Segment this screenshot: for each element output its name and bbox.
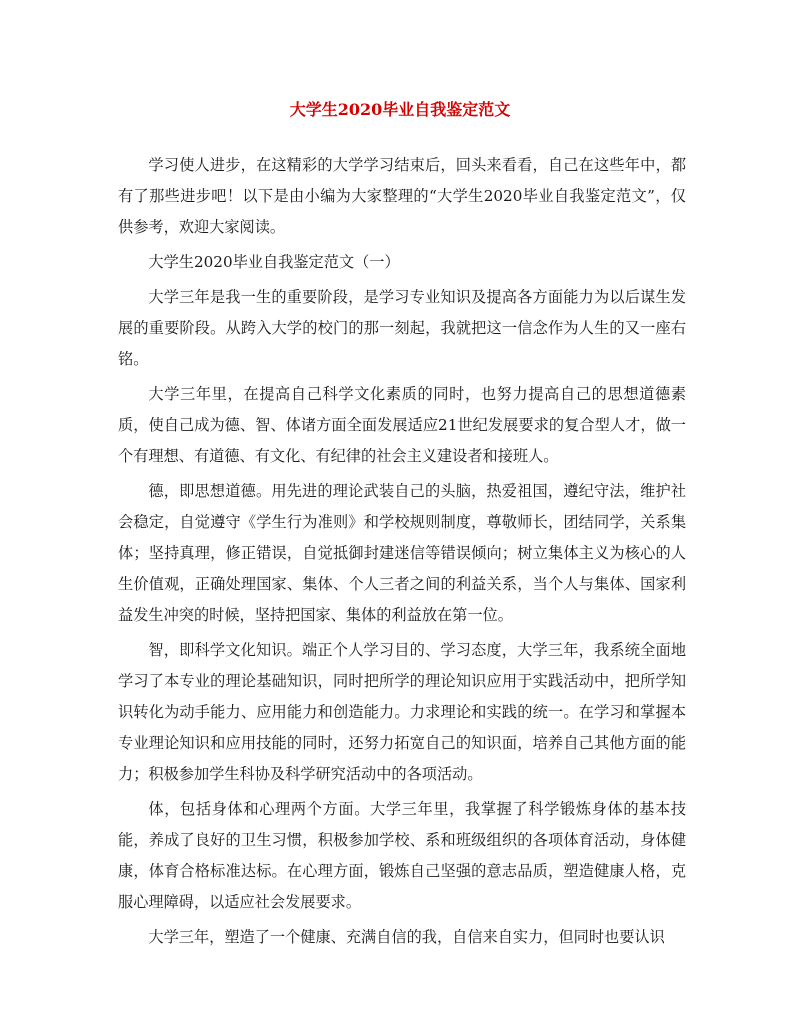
document-body xyxy=(118,150,686,957)
body-paragraph: 智，即科学文化知识。端正个人学习目的、学习态度，大学三年，我系统全面地学习了本专业的理论基础知识，同时把所学的理论知识应用于实践活动中，把所学知识转化为动手能力、应用能力和创造能力。力求理论和实践的统一。在学习和掌握本专业理论知识和应用技能的同时，还努力拓宽自己的知识面，培养自己其他方面的能力；积极参加学生科协及科学研究活动中的各项活动。 xyxy=(118,641,686,783)
body-paragraph: 大学三年里，在提高自己科学文化素质的同时，也努力提高自己的思想道德素质，使自己成为德、智、体诸方面全面发展适应21世纪发展要求的复合型人才，做一个有理想、有道德、有文化、有纪律的社会主义建设者和接班人。 xyxy=(118,385,686,465)
body-paragraph: 大学三年，塑造了一个健康、充满自信的我，自信来自实力，但同时也要认识 xyxy=(148,928,665,946)
document-title: 大学生2020毕业自我鉴定范文 xyxy=(289,100,511,119)
intro-paragraph: 学习使人进步，在这精彩的大学学习结束后，回头来看看，自己在这些年中，都有了那些进步吧！以下是由小编为大家整理的“大学生2020毕业自我鉴定范文”，仅供参考，欢迎大家阅读。 xyxy=(118,156,686,236)
body-paragraph: 大学三年是我一生的重要阶段，是学习专业知识及提高各方面能力为以后谋生发展的重要阶段。从跨入大学的校门的那一刻起，我就把这一信念作为人生的又一座右铭。 xyxy=(118,288,686,368)
section-heading: 大学生2020毕业自我鉴定范文（一） xyxy=(148,253,400,271)
body-paragraph: 德，即思想道德。用先进的理论武装自己的头脑，热爱祖国，遵纪守法，维护社会稳定，自觉遵守《学生行为准则》和学校规则制度，尊敬师长，团结同学，关系集体；坚持真理，修正错误，自觉抵御封建迷信等错误倾向；树立集体主义为核心的人生价值观，正确处理国家、集体、个人三者之间的利益关系，当个人与集体、国家利益发生冲突的时候，坚持把国家、集体的利益放在第一位。 xyxy=(118,482,686,624)
body-paragraph: 体，包括身体和心理两个方面。大学三年里，我掌握了科学锻炼身体的基本技能，养成了良好的卫生习惯，积极参加学校、系和班级组织的各项体育活动，身体健康，体育合格标准达标。在心理方面，锻炼自己坚强的意志品质，塑造健康人格，克服心理障碍，以适应社会发展要求。 xyxy=(118,800,686,911)
